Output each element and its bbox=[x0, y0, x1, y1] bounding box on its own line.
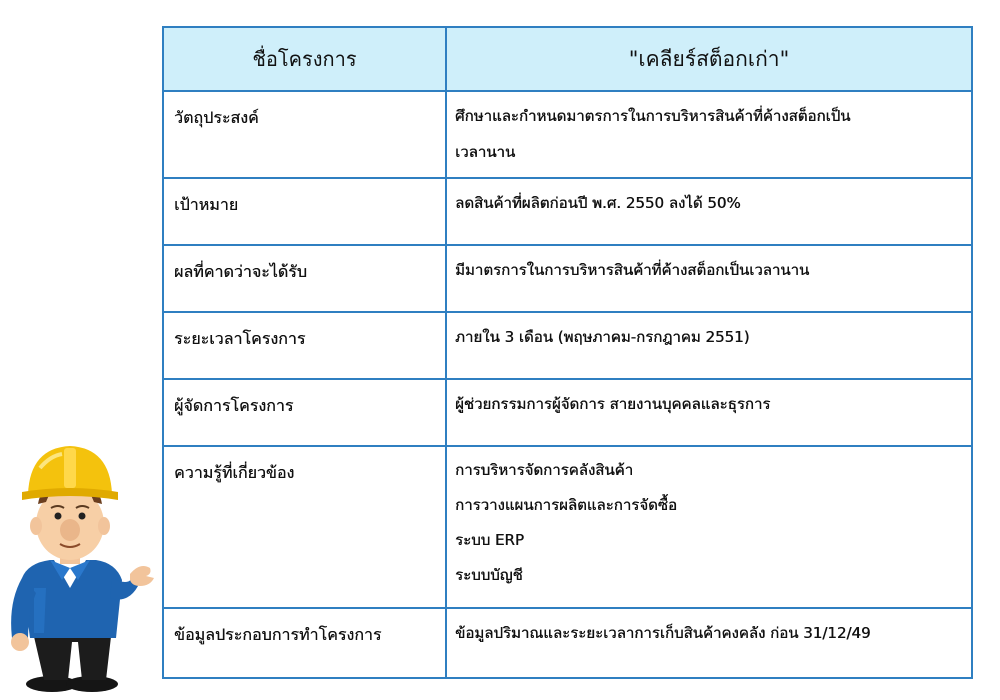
left-ear bbox=[30, 517, 42, 535]
row-label-supporting-data: ข้อมูลประกอบการทำโครงการ bbox=[163, 608, 446, 678]
left-hand bbox=[11, 633, 29, 651]
row-label-project-manager: ผู้จัดการโครงการ bbox=[163, 379, 446, 446]
row-label-duration: ระยะเวลาโครงการ bbox=[163, 312, 446, 379]
value-line: ศึกษาและกำหนดมาตรการในการบริหารสินค้าที่ค้างสต็อกเป็น bbox=[455, 107, 851, 125]
row-label-expected-result: ผลที่คาดว่าจะได้รับ bbox=[163, 245, 446, 312]
right-ear bbox=[98, 517, 110, 535]
construction-worker-icon bbox=[0, 428, 160, 693]
table-header-row bbox=[163, 27, 972, 91]
row-label-objective: วัตถุประสงค์ bbox=[163, 91, 446, 178]
value-line: เวลานาน bbox=[455, 143, 516, 161]
nose bbox=[60, 519, 80, 541]
right-hand bbox=[130, 566, 154, 586]
helmet-ridge bbox=[64, 448, 76, 488]
value-line: ลดสินค้าที่ผลิตก่อนปี พ.ศ. 2550 ลงได้ 50% bbox=[455, 194, 741, 212]
table-row bbox=[163, 446, 972, 608]
table-row bbox=[163, 312, 972, 379]
table-row bbox=[163, 178, 972, 245]
row-label-related-knowledge: ความรู้ที่เกี่ยวข้อง bbox=[163, 446, 446, 608]
table-row bbox=[163, 379, 972, 446]
table-row bbox=[163, 91, 972, 178]
value-line: ข้อมูลปริมาณและระยะเวลาการเก็บสินค้าคงคลัง ก่อน 31/12/49 bbox=[455, 624, 871, 642]
value-line: มีมาตรการในการบริหารสินค้าที่ค้างสต็อกเป็นเวลานาน bbox=[455, 261, 810, 279]
row-value-objective bbox=[446, 91, 972, 178]
row-value-project-manager bbox=[446, 379, 972, 446]
value-line: ระบบบัญชี bbox=[455, 566, 523, 584]
row-value-duration bbox=[446, 312, 972, 379]
value-line: ภายใน 3 เดือน (พฤษภาคม-กรกฎาคม 2551) bbox=[455, 328, 750, 346]
table-row bbox=[163, 608, 972, 678]
value-line: การวางแผนการผลิตและการจัดซื้อ bbox=[455, 496, 677, 514]
row-value-expected-result bbox=[446, 245, 972, 312]
right-eye bbox=[79, 513, 86, 520]
left-eye bbox=[55, 513, 62, 520]
value-line: ผู้ช่วยกรรมการผู้จัดการ สายงานบุคคลและธุรการ bbox=[455, 395, 771, 413]
row-value-supporting-data bbox=[446, 608, 972, 678]
table-row bbox=[163, 245, 972, 312]
value-line: ระบบ ERP bbox=[455, 531, 524, 549]
header-project-title: "เคลียร์สต็อกเก่า" bbox=[446, 27, 972, 91]
row-value-related-knowledge bbox=[446, 446, 972, 608]
shirt-highlight bbox=[34, 588, 46, 633]
row-value-target bbox=[446, 178, 972, 245]
header-label: ชื่อโครงการ bbox=[163, 27, 446, 91]
project-table bbox=[162, 26, 973, 679]
value-line: การบริหารจัดการคลังสินค้า bbox=[455, 461, 634, 479]
row-label-target: เป้าหมาย bbox=[163, 178, 446, 245]
